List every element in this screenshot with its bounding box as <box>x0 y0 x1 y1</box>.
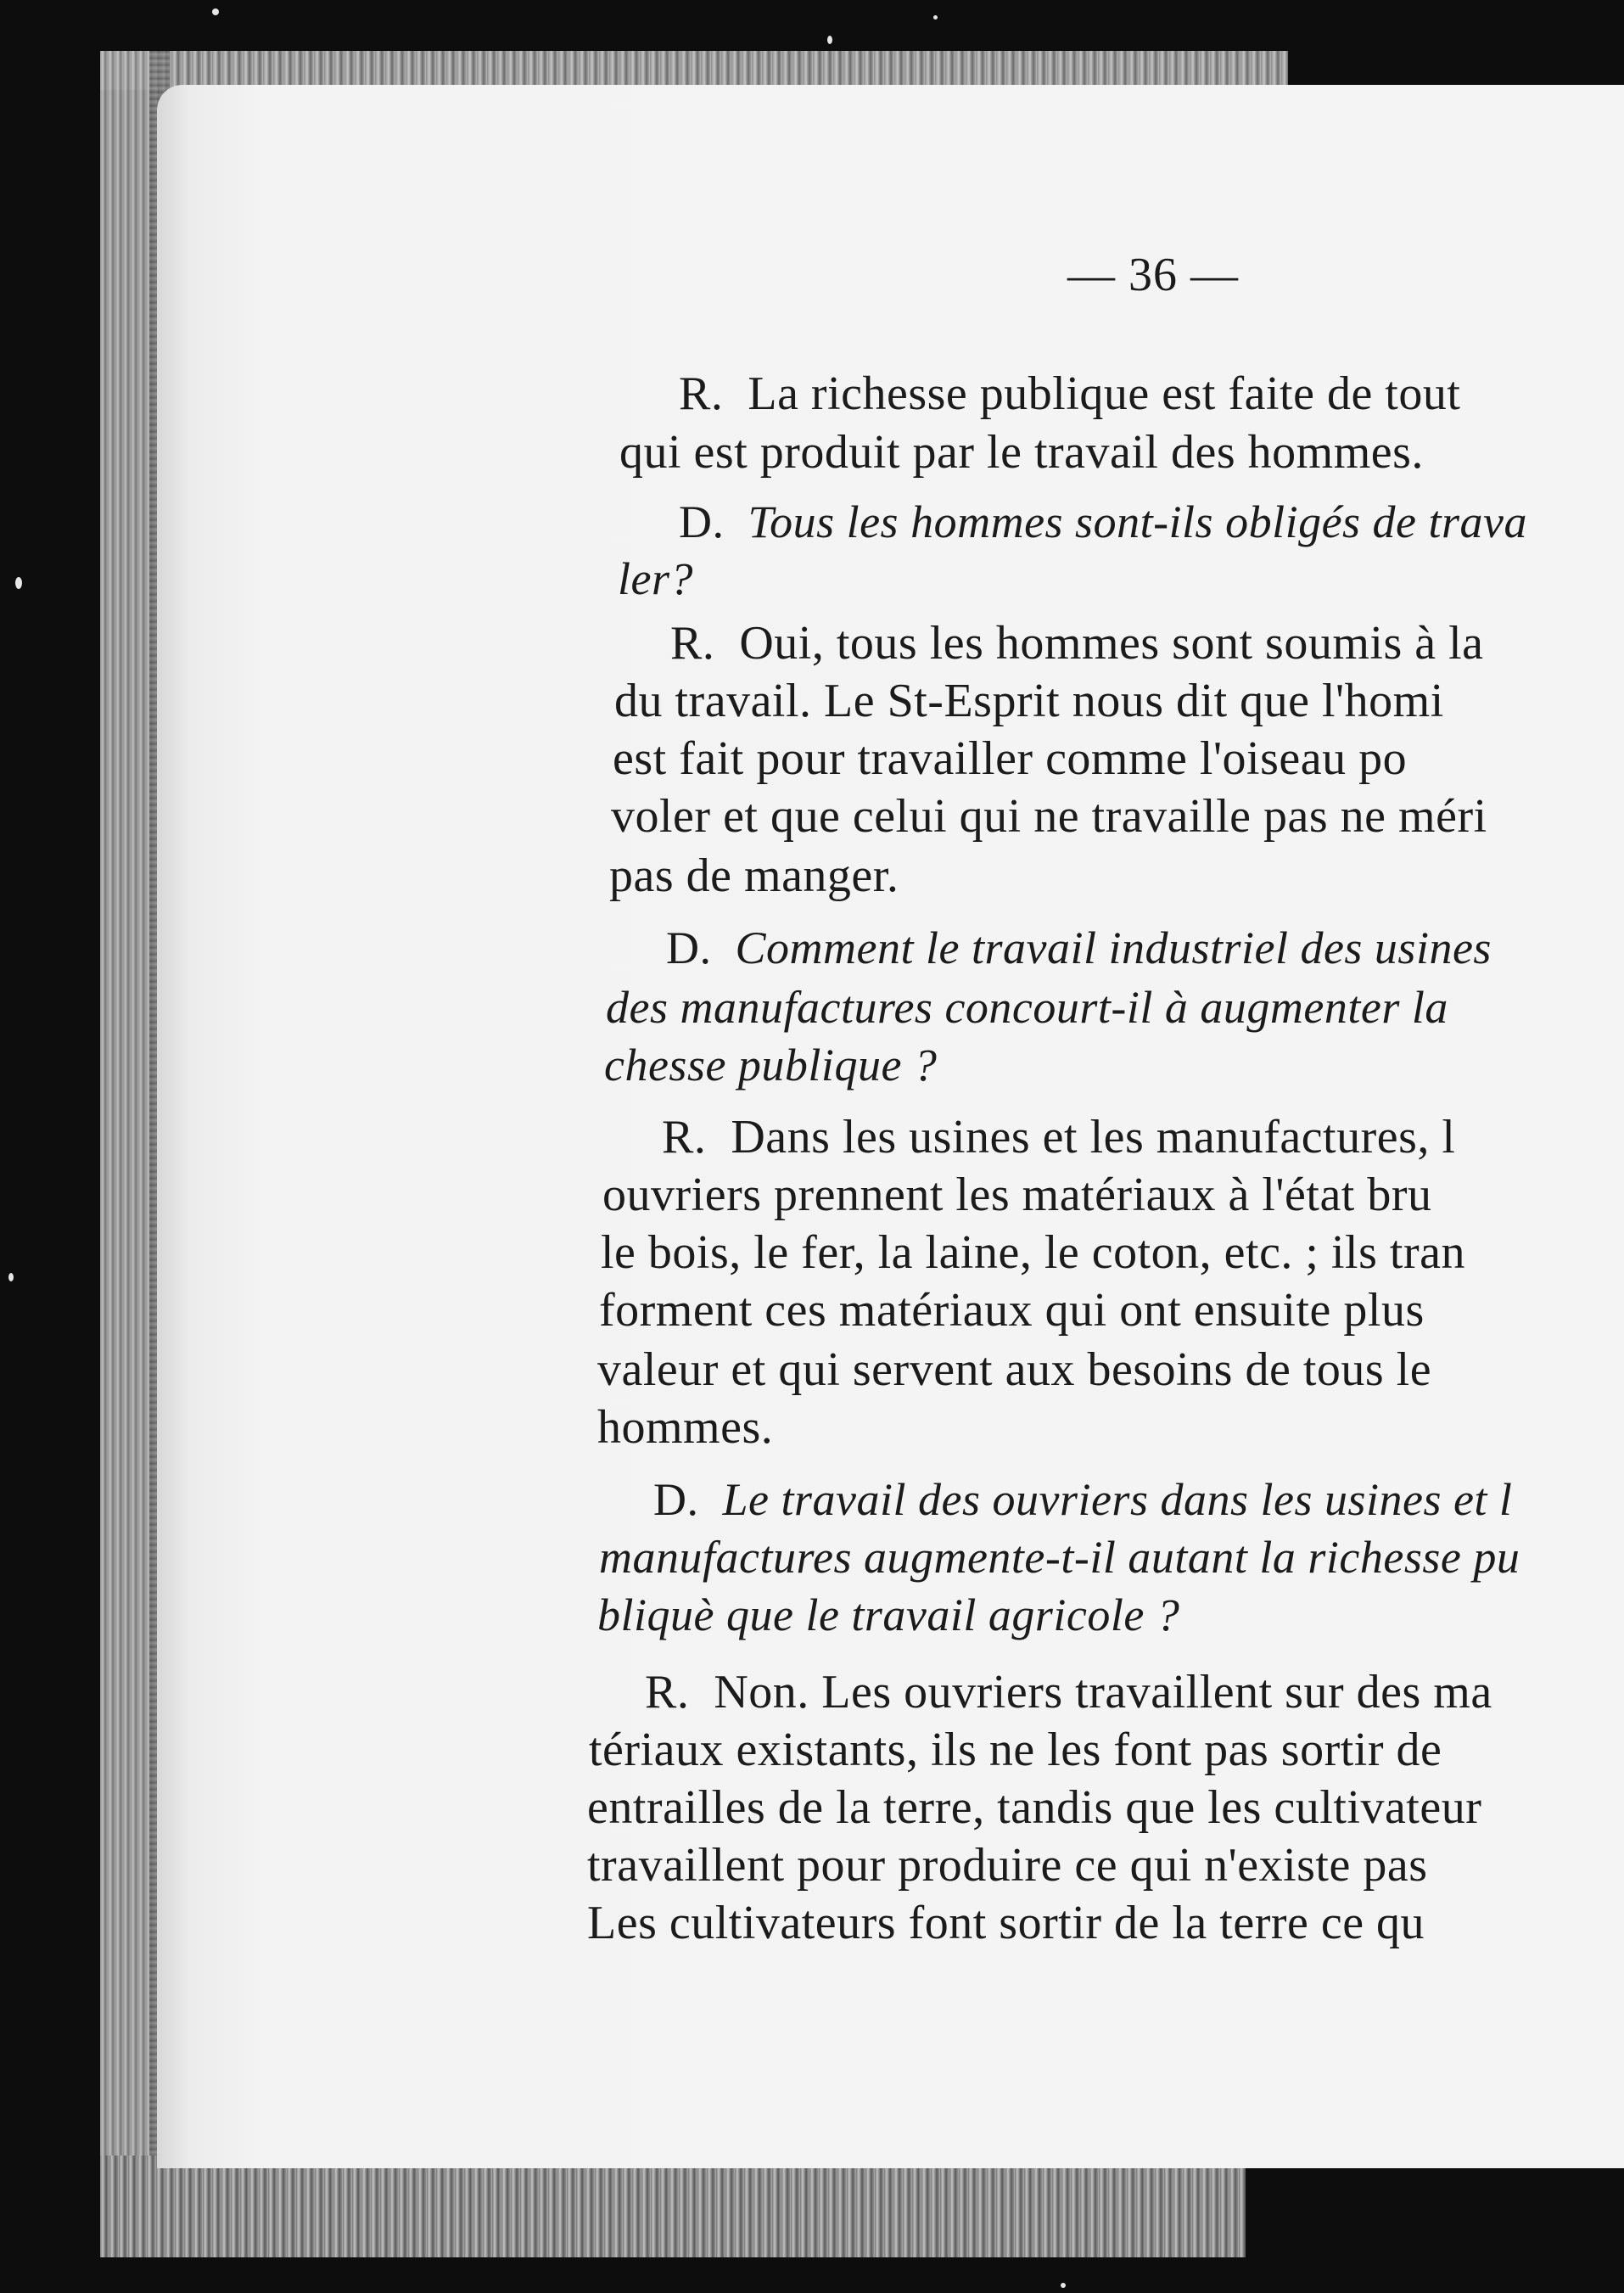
paragraph-text: Dans les usines et les manufactures, l <box>731 1111 1456 1163</box>
page-number: — 36 — <box>1067 249 1239 301</box>
paragraph-4-line-2: des manufactures concourt-il à augmenter la <box>606 982 1448 1033</box>
paragraph-text: Tous les hommes sont-ils obligés de trava <box>748 496 1528 547</box>
paragraph-5-line-3: le bois, le fer, la laine, le coton, etc. ; ils tran <box>601 1226 1465 1279</box>
scan-speck <box>827 36 832 44</box>
paragraph-6-line-1 <box>653 1474 1513 1525</box>
paragraph-5-line-6: hommes. <box>597 1401 774 1454</box>
paragraph-3-line-1 <box>670 617 1484 670</box>
paragraph-6-line-3: bliquè que le travail agricole ? <box>597 1589 1180 1640</box>
paragraph-lead: D. <box>679 496 725 547</box>
paragraph-text: La richesse publique est faite de tout <box>748 367 1461 420</box>
paragraph-3-line-4: voler et que celui qui ne travaille pas ne méri <box>611 790 1487 843</box>
paragraph-5-line-2: ouvriers prennent les matériaux à l'état bru <box>602 1169 1432 1221</box>
paragraph-5-line-4: forment ces matériaux qui ont ensuite plus <box>599 1284 1425 1337</box>
paragraph-4-line-1 <box>666 922 1492 973</box>
paragraph-4-line-3: chesse publique ? <box>604 1040 938 1090</box>
scan-speck <box>1061 2283 1066 2288</box>
paragraph-5-line-1 <box>662 1113 1455 1161</box>
paragraph-7-line-2: tériaux existants, ils ne les font pas sortir de <box>589 1724 1442 1776</box>
paragraph-text: Comment le travail industriel des usines <box>735 922 1492 973</box>
paragraph-lead: D. <box>666 922 712 973</box>
paragraph-7-line-1 <box>645 1668 1492 1716</box>
paragraph-2-line-1 <box>679 496 1528 547</box>
paragraph-7-line-3: entrailles de la terre, tandis que les cultivateur <box>587 1781 1482 1834</box>
paragraph-text: Oui, tous les hommes sont soumis à la <box>739 617 1484 670</box>
paragraph-1-line-1 <box>679 367 1461 420</box>
paragraph-lead: R. <box>662 1111 707 1163</box>
scan-speck <box>212 8 219 15</box>
paragraph-3-line-5: pas de manger. <box>609 849 899 902</box>
paragraph-1-line-2: qui est produit par le travail des hommes. <box>619 426 1424 479</box>
paragraph-3-line-3: est fait pour travailler comme l'oiseau po <box>613 732 1408 785</box>
paragraph-3-line-2: du travail. Le St-Esprit nous dit que l'homi <box>614 675 1444 727</box>
paragraph-5-line-5: valeur et qui servent aux besoins de tous le <box>597 1343 1432 1396</box>
scan-speck <box>8 1273 14 1281</box>
paragraph-lead: D. <box>653 1474 699 1525</box>
paragraph-2-line-2: ler? <box>618 553 693 604</box>
paragraph-text: Le travail des ouvriers dans les usines et l <box>722 1474 1513 1525</box>
paragraph-text: Non. Les ouvriers travaillent sur des ma <box>714 1666 1492 1718</box>
paragraph-lead: R. <box>679 367 724 420</box>
paragraph-7-line-5: Les cultivateurs font sortir de la terre ce qu <box>587 1897 1425 1949</box>
paragraph-7-line-4: travaillent pour produire ce qui n'existe pas <box>587 1839 1428 1892</box>
paragraph-lead: R. <box>670 617 715 670</box>
scan-speck <box>933 15 938 20</box>
paragraph-lead: R. <box>645 1666 690 1718</box>
scan-speck <box>15 577 22 589</box>
paragraph-6-line-2: manufactures augmente-t-il autant la richesse pu <box>599 1532 1520 1583</box>
